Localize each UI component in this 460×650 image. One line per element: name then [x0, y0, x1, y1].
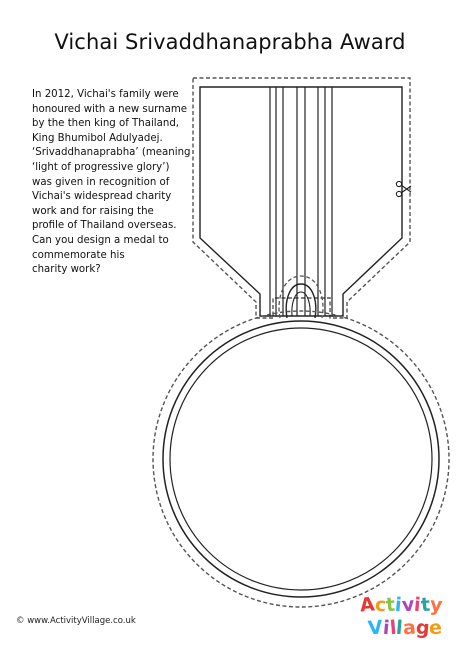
- body-line: work and for raising the: [32, 205, 154, 217]
- ribbon-cut-line: [193, 78, 410, 318]
- ribbon-stripes: [270, 87, 332, 316]
- page-title: Vichai Srivaddhanaprabha Award: [54, 30, 406, 54]
- medal-disc-outer: [163, 321, 439, 597]
- body-line: by the then king of Thailand,: [32, 118, 180, 130]
- body-line: profile of Thailand overseas.: [32, 220, 177, 232]
- body-line: Can you design a medal to: [32, 234, 169, 246]
- logo-word-activity: Activity: [359, 593, 443, 617]
- ribbon-outline: [200, 87, 402, 316]
- activity-village-logo: [352, 592, 448, 642]
- body-line: commemorate his: [32, 249, 125, 261]
- body-line: honoured with a new surname: [32, 103, 188, 115]
- body-line: In 2012, Vichai's family were: [32, 89, 179, 100]
- body-line: ‘light of progressive glory’): [32, 161, 170, 173]
- logo-word-village: Village: [367, 616, 443, 640]
- body-line: King Bhumibol Adulyadej.: [32, 132, 163, 144]
- scissors-icon: [396, 181, 411, 196]
- body-line: was given in recognition of: [32, 176, 170, 188]
- medal-loop: [286, 284, 316, 318]
- copyright-footer: © www.ActivityVillage.co.uk: [16, 616, 136, 626]
- medal-loop-inner: [292, 292, 310, 316]
- body-line: ‘Srivaddhanaprabha’ (meaning: [32, 147, 191, 159]
- body-line: Vichai's widespread charity: [32, 191, 172, 203]
- body-line: charity work?: [32, 264, 101, 276]
